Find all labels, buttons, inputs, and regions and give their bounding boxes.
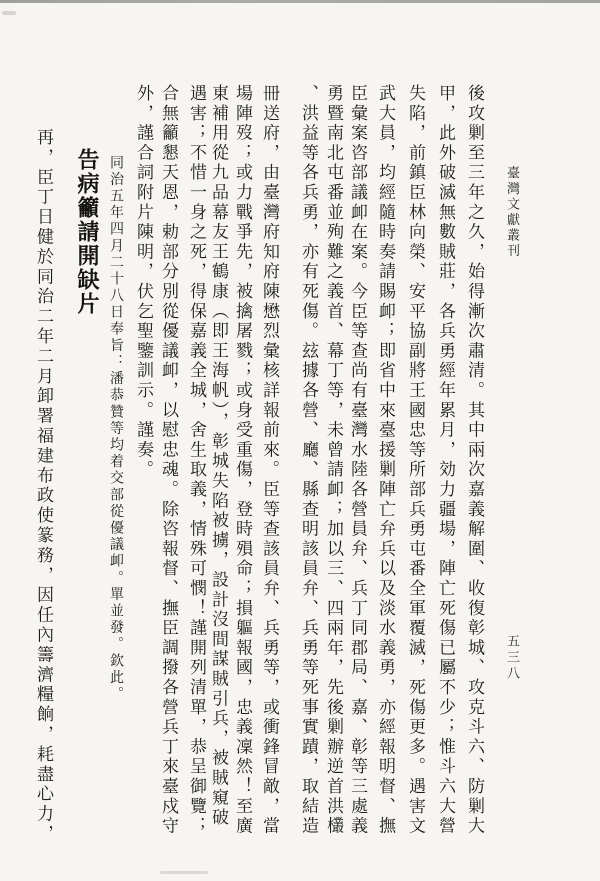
scan-smudge (2, 11, 16, 15)
text-column: 臣彙案咨部議卹在案。今臣等查尚有臺灣水陸各營員弁、兵丁同郡局、嘉、彰等三處義 (347, 84, 367, 837)
running-header: 臺灣文獻叢刊 (504, 166, 519, 259)
page-number: 五三八 (504, 634, 519, 682)
text-column: 外，謹合詞附片陳明，伏乞聖鑒訓示。謹奏。 (133, 84, 153, 480)
text-column: 勇暨南北屯番並殉難之義首、幕丁等，未曾請卹；加以三、四兩年，先後剿辦逆首洪欉 (323, 84, 343, 837)
scan-smudge (160, 871, 208, 874)
text-column: 冊送府，由臺灣府知府陳懋烈彙核詳報前來。臣等查該員弁、兵勇等，或衝鋒冒敵，當 (259, 84, 279, 837)
scan-edge-artifact (0, 0, 600, 3)
text-column: 東補用從九品幕友王鶴康（即王海帆），彰城失陷被擄，設計沒間謀賊引兵，被賊窺破 (208, 84, 228, 828)
text-column: 遇害；不惜一身之死，得保嘉義全城，舍生取義，情殊可憫！謹開列清單，恭呈御覽； (186, 84, 206, 837)
text-column: 武大員，均經隨時奏請賜卹；即省中來臺援剿陣亡弁兵以及淡水義勇，亦經報明督、撫 (375, 84, 395, 837)
text-column: 甲，此外破滅無數賊莊，各兵勇經年累月，効力疆場，陣亡死傷已屬不少；惟斗六大營 (435, 84, 455, 837)
section-title: 告病籲請開缺片 (74, 148, 100, 316)
text-column: 合無籲懇天恩，勅部分別從優議卹，以慰忠魂。除咨報督、撫臣調撥各營兵丁來臺戍守 (158, 84, 178, 837)
text-column: 、洪益等各兵勇，亦有死傷。玆據各營、廳、縣查明該員弁、兵勇等死事實蹟，取結造 (298, 84, 318, 837)
text-column: 場陣歿；或力戰爭先，被擒屠戮；或身受重傷，登時殞命；損軀報國，忠義凜然！至廣 (232, 84, 252, 837)
edict-date-line: 同治五年四月二十八日奉旨：潘恭贊等均着交部從優議卹。單並發。欽此。 (108, 155, 124, 703)
memorial-opening-line: 再，臣丁日健於同治二年二月卸署福建布政使篆務，因任內籌濟糧餉，耗盡心力， (33, 128, 53, 845)
text-column: 失陷，前鎮臣林向榮、安平協副將王國忠等所部兵勇屯番全軍覆滅，死傷更多。遇害文 (405, 84, 425, 837)
text-column: 後攻剿至三年之久，始得漸次肅清。其中兩次嘉義解圍、收復彰城、攻克斗六、防剿大 (464, 84, 484, 837)
